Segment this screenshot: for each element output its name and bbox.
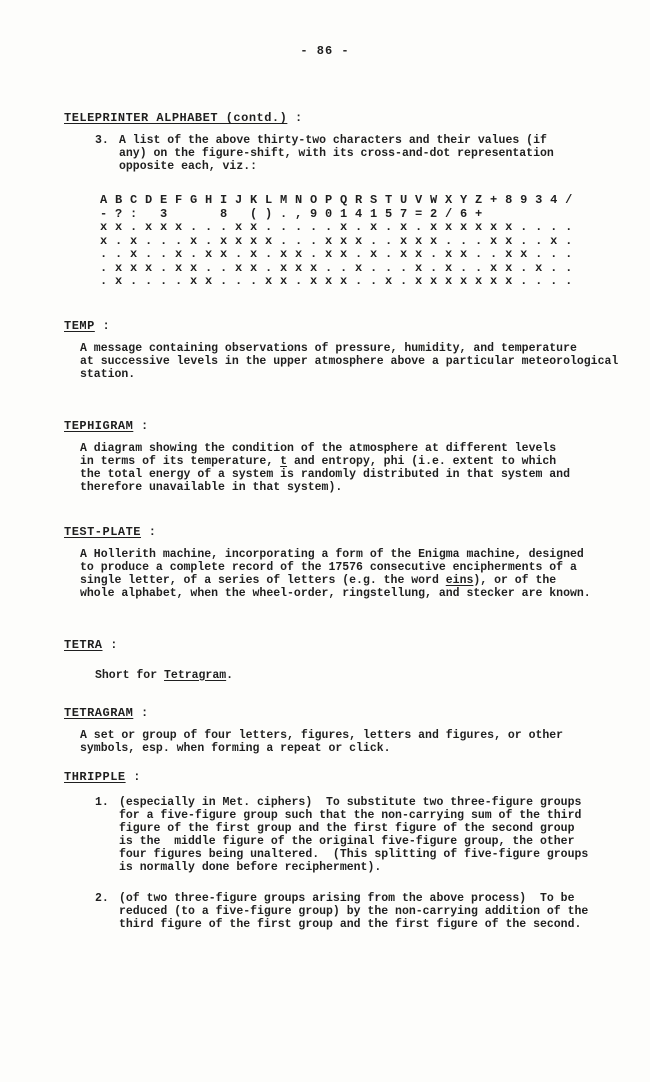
entry-temp [0, 319, 650, 381]
entry-term: TETRA [64, 637, 103, 652]
text-line: the total energy of a system is randomly distributed in that system and [80, 467, 570, 481]
entry-tephigram [0, 419, 650, 494]
text-line: four figures being unaltered. (This splitting of five-figure groups [119, 847, 589, 861]
entry-term: THRIPPLE [64, 769, 126, 784]
text-line: A list of the above thirty-two characters and their values (if [119, 134, 547, 147]
entry-thripple [0, 770, 650, 931]
text-line: is normally done before recipherment). [119, 860, 382, 874]
text-line: to produce a complete record of the 17576 consecutive encipherments of a [80, 560, 577, 574]
heading-colon: : [133, 705, 149, 720]
heading-colon: : [102, 637, 118, 652]
text-line: third figure of the first group and the first figure of the second. [119, 917, 582, 931]
entry-term: TEPHIGRAM [64, 418, 134, 433]
text-line: figure of the first group and the first figure of the second group [119, 821, 575, 835]
teleprinter-code-table [100, 194, 650, 289]
underlined-word: t [280, 454, 288, 468]
code-impulse-row-1: x x . x x x . . . x x . . . . . x . x . x . x x x x x x . . . . [100, 220, 573, 234]
entry-heading-thripple [64, 770, 650, 784]
text-line [80, 574, 650, 587]
text-line [95, 669, 650, 682]
text-line: at successive levels in the upper atmosphere above a particular meteorological [80, 354, 619, 368]
underlined-word: Tetragram [164, 668, 227, 682]
text-segment: and entropy, phi (i.e. extent to which [287, 454, 557, 468]
heading-colon: : [125, 769, 142, 784]
definition-paragraph [80, 548, 650, 600]
text-line [80, 455, 650, 468]
text-line: (especially in Met. ciphers) To substitute two three-figure groups [119, 795, 582, 809]
item-text [119, 134, 554, 173]
text-line: opposite each, viz.: [119, 160, 258, 173]
code-impulse-row-5: . x . . . . x x . . . x x . x x x . . x . x x x x x x x . . . . [100, 274, 573, 288]
entry-term: TELEPRINTER ALPHABET (contd.) [64, 111, 288, 125]
entry-heading-tetra [64, 638, 650, 652]
text-line: A set or group of four letters, figures, letters and figures, or other [80, 728, 564, 742]
definition-paragraph [80, 729, 650, 755]
entry-test-plate [0, 525, 650, 600]
entry-tetra [0, 638, 650, 682]
text-line: whole alphabet, when the wheel-order, ringstellung, and stecker are known. [80, 586, 591, 600]
item-number: 3. [95, 134, 109, 147]
text-line: reduced (to a five-figure group) by the non-carrying addition of the [119, 904, 589, 918]
item-number: 2. [95, 891, 109, 905]
text-line: station. [80, 367, 136, 381]
text-line: A diagram showing the condition of the atmosphere at different levels [80, 441, 557, 455]
text-line: A Hollerith machine, incorporating a form of the Enigma machine, designed [80, 547, 584, 561]
code-impulse-row-3: . . x . . x . x x . x . x x . x x . x . x x . x x . . x x . . . [100, 247, 573, 261]
underlined-word: eins [445, 573, 474, 587]
text-segment: single letter, of a series of letters (e.g. the word [80, 573, 446, 587]
text-line: therefore unavailable in that system). [80, 480, 343, 494]
code-letters-row: A B C D E F G H I J K L M N O P Q R S T U V W X Y Z + 8 9 3 4 / [100, 193, 573, 207]
item-text [119, 796, 588, 874]
item-number: 1. [95, 795, 109, 809]
text-line: symbols, esp. when forming a repeat or click. [80, 741, 391, 755]
text-line: A message containing observations of pressure, humidity, and temperature [80, 341, 577, 355]
item-text [119, 892, 588, 931]
text-line: any) on the figure-shift, with its cross-and-dot representation [119, 147, 554, 160]
text-line: for a five-figure group such that the non-carrying sum of the third [119, 808, 582, 822]
text-line: is the middle figure of the original five-figure group, the other [119, 834, 575, 848]
entry-term: TEST-PLATE [64, 524, 142, 539]
text-segment: Short for [95, 668, 165, 682]
entry-heading-tetragram [64, 706, 650, 720]
definition-paragraph [95, 669, 650, 682]
definition-item-2 [95, 892, 650, 931]
entry-term: TEMP [64, 318, 95, 333]
text-segment: in terms of its temperature, [80, 454, 281, 468]
text-line: (of two three-figure groups arising from the above process) To be [119, 891, 575, 905]
heading-colon: : [94, 318, 111, 333]
code-impulse-row-4: . x x x . x x . . x x . x x x . . x . . . x . x . . x x . x . . [100, 260, 573, 275]
entry-term: TETRAGRAM [64, 705, 134, 720]
code-impulse-row-2: x . x . . . x . x x x x . . . x x x . . x x x . . . x x . . x . [100, 233, 573, 248]
text-segment: ), or of the [473, 573, 557, 587]
code-figures-row: - ? : 3 8 ( ) . , 9 0 1 4 1 5 7 = 2 / 6 + [100, 206, 483, 221]
entry-teleprinter-alphabet [0, 111, 650, 289]
definition-paragraph [80, 442, 650, 494]
text-segment: . [226, 668, 234, 682]
entry-heading-tephigram [64, 419, 650, 433]
definition-item-3 [95, 134, 650, 173]
page-number: - 86 - [300, 44, 350, 58]
heading-colon: : [287, 111, 303, 125]
entry-heading-teleprinter-alphabet [64, 111, 650, 125]
definition-paragraph [80, 342, 650, 381]
definition-item-1 [95, 796, 650, 874]
heading-colon: : [141, 524, 157, 539]
entry-heading-temp [64, 319, 650, 333]
entry-tetragram [0, 706, 650, 755]
entry-heading-test-plate [64, 525, 650, 539]
heading-colon: : [133, 418, 149, 433]
